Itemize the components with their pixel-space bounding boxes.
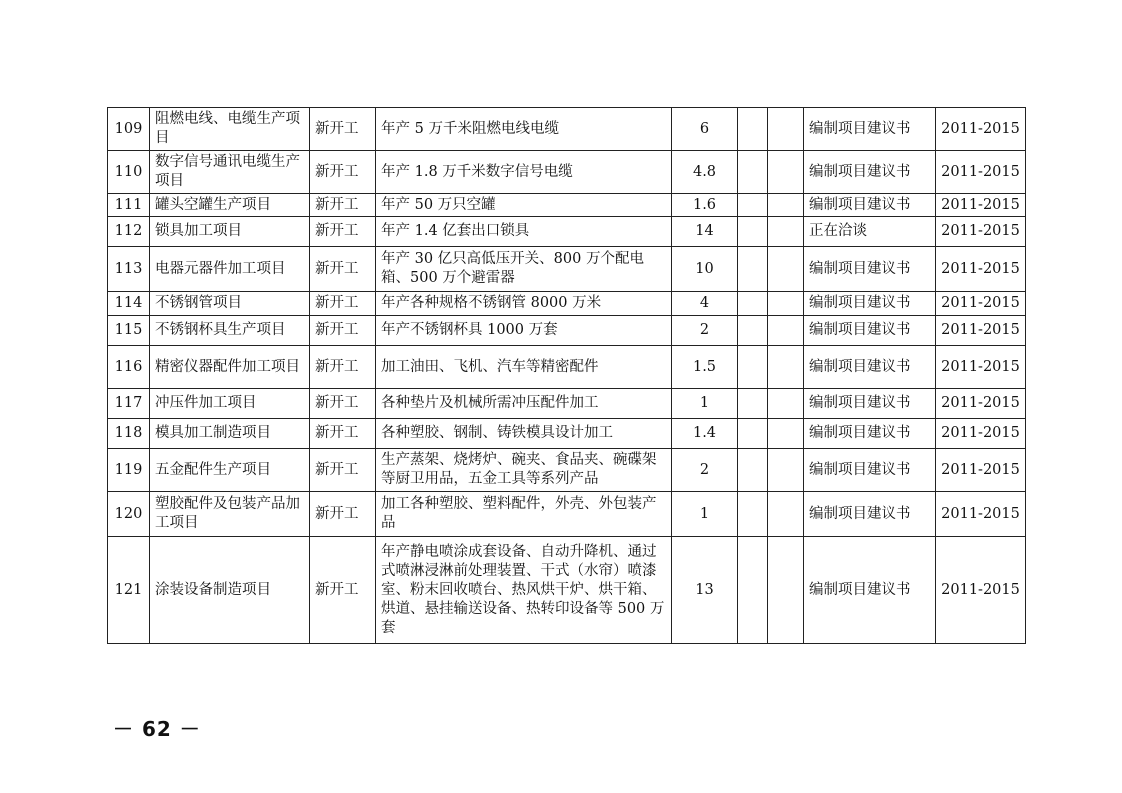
project-progress: 编制项目建议书: [804, 108, 936, 151]
empty-cell: [768, 194, 804, 217]
investment-amount: 6: [672, 108, 738, 151]
empty-cell: [768, 537, 804, 644]
empty-cell: [738, 389, 768, 419]
investment-amount: 13: [672, 537, 738, 644]
construction-period: 2011-2015: [936, 108, 1026, 151]
investment-amount: 1.6: [672, 194, 738, 217]
empty-cell: [738, 151, 768, 194]
empty-cell: [768, 316, 804, 346]
project-progress: 编制项目建议书: [804, 292, 936, 316]
empty-cell: [768, 217, 804, 247]
empty-cell: [738, 108, 768, 151]
project-progress: 编制项目建议书: [804, 419, 936, 449]
table-row: [108, 537, 1026, 644]
investment-amount: 2: [672, 316, 738, 346]
empty-cell: [738, 419, 768, 449]
project-name: 电器元器件加工项目: [150, 247, 310, 292]
project-progress: 编制项目建议书: [804, 316, 936, 346]
empty-cell: [738, 316, 768, 346]
empty-cell: [738, 194, 768, 217]
construction-period: 2011-2015: [936, 217, 1026, 247]
project-name: 塑胶配件及包装产品加工项目: [150, 492, 310, 537]
row-number: 118: [108, 419, 150, 449]
empty-cell: [768, 389, 804, 419]
construction-period: 2011-2015: [936, 292, 1026, 316]
construction-content: 年产各种规格不锈钢管 8000 万米: [376, 292, 672, 316]
construction-period: 2011-2015: [936, 247, 1026, 292]
page-number: － 62 －: [113, 717, 201, 741]
construction-content: 加工油田、飞机、汽车等精密配件: [376, 346, 672, 389]
investment-amount: 4.8: [672, 151, 738, 194]
investment-amount: 4: [672, 292, 738, 316]
construction-period: 2011-2015: [936, 419, 1026, 449]
empty-cell: [768, 492, 804, 537]
construction-period: 2011-2015: [936, 389, 1026, 419]
construction-status: 新开工: [310, 389, 376, 419]
empty-cell: [768, 151, 804, 194]
project-name: 数字信号通讯电缆生产项目: [150, 151, 310, 194]
table-row: [108, 346, 1026, 389]
investment-amount: 2: [672, 449, 738, 492]
construction-content: 年产 50 万只空罐: [376, 194, 672, 217]
construction-status: 新开工: [310, 419, 376, 449]
table-row: [108, 389, 1026, 419]
construction-content: 年产不锈钢杯具 1000 万套: [376, 316, 672, 346]
investment-amount: 14: [672, 217, 738, 247]
empty-cell: [738, 292, 768, 316]
construction-content: 各种垫片及机械所需冲压配件加工: [376, 389, 672, 419]
table-row: [108, 217, 1026, 247]
construction-content: 年产静电喷涂成套设备、自动升降机、通过式喷淋浸淋前处理装置、干式（水帘）喷漆室、粉末回收喷台、热风烘干炉、烘干箱、烘道、悬挂输送设备、热转印设备等 500 万套: [376, 537, 672, 644]
construction-status: 新开工: [310, 292, 376, 316]
investment-amount: 10: [672, 247, 738, 292]
project-name: 涂装设备制造项目: [150, 537, 310, 644]
project-progress: 编制项目建议书: [804, 492, 936, 537]
construction-status: 新开工: [310, 108, 376, 151]
construction-period: 2011-2015: [936, 346, 1026, 389]
row-number: 120: [108, 492, 150, 537]
construction-period: 2011-2015: [936, 316, 1026, 346]
empty-cell: [768, 247, 804, 292]
project-progress: 编制项目建议书: [804, 346, 936, 389]
investment-amount: 1.4: [672, 419, 738, 449]
empty-cell: [768, 108, 804, 151]
empty-cell: [738, 346, 768, 389]
construction-status: 新开工: [310, 247, 376, 292]
table-row: [108, 292, 1026, 316]
construction-period: 2011-2015: [936, 151, 1026, 194]
row-number: 121: [108, 537, 150, 644]
construction-period: 2011-2015: [936, 194, 1026, 217]
row-number: 116: [108, 346, 150, 389]
empty-cell: [768, 449, 804, 492]
project-progress: 编制项目建议书: [804, 389, 936, 419]
project-name: 阻燃电线、电缆生产项目: [150, 108, 310, 151]
project-name: 不锈钢杯具生产项目: [150, 316, 310, 346]
construction-content: 生产蒸架、烧烤炉、碗夹、食品夹、碗碟架等厨卫用品，五金工具等系列产品: [376, 449, 672, 492]
project-name: 不锈钢管项目: [150, 292, 310, 316]
construction-status: 新开工: [310, 217, 376, 247]
investment-amount: 1.5: [672, 346, 738, 389]
construction-content: 年产 30 亿只高低压开关、800 万个配电箱、500 万个避雷器: [376, 247, 672, 292]
empty-cell: [768, 292, 804, 316]
construction-period: 2011-2015: [936, 537, 1026, 644]
project-progress: 编制项目建议书: [804, 151, 936, 194]
project-progress: 编制项目建议书: [804, 194, 936, 217]
empty-cell: [768, 346, 804, 389]
empty-cell: [738, 449, 768, 492]
construction-status: 新开工: [310, 537, 376, 644]
empty-cell: [768, 419, 804, 449]
row-number: 109: [108, 108, 150, 151]
row-number: 112: [108, 217, 150, 247]
construction-status: 新开工: [310, 346, 376, 389]
table-row: [108, 316, 1026, 346]
project-progress: 编制项目建议书: [804, 247, 936, 292]
table-row: [108, 108, 1026, 151]
construction-period: 2011-2015: [936, 492, 1026, 537]
project-table: [107, 107, 1026, 644]
empty-cell: [738, 217, 768, 247]
project-progress: 编制项目建议书: [804, 537, 936, 644]
construction-status: 新开工: [310, 194, 376, 217]
construction-content: 各种塑胶、钢制、铸铁模具设计加工: [376, 419, 672, 449]
investment-amount: 1: [672, 389, 738, 419]
table-body: [108, 108, 1026, 644]
project-name: 罐头空罐生产项目: [150, 194, 310, 217]
row-number: 114: [108, 292, 150, 316]
empty-cell: [738, 537, 768, 644]
project-name: 精密仪器配件加工项目: [150, 346, 310, 389]
row-number: 113: [108, 247, 150, 292]
construction-period: 2011-2015: [936, 449, 1026, 492]
construction-content: 年产 1.4 亿套出口锁具: [376, 217, 672, 247]
row-number: 110: [108, 151, 150, 194]
row-number: 119: [108, 449, 150, 492]
project-name: 模具加工制造项目: [150, 419, 310, 449]
table-row: [108, 194, 1026, 217]
table-row: [108, 419, 1026, 449]
empty-cell: [738, 492, 768, 537]
project-name: 冲压件加工项目: [150, 389, 310, 419]
construction-status: 新开工: [310, 449, 376, 492]
table-row: [108, 492, 1026, 537]
table-row: [108, 151, 1026, 194]
construction-status: 新开工: [310, 316, 376, 346]
table-row: [108, 247, 1026, 292]
row-number: 111: [108, 194, 150, 217]
construction-content: 年产 5 万千米阻燃电线电缆: [376, 108, 672, 151]
construction-content: 加工各种塑胶、塑料配件，外壳、外包装产品: [376, 492, 672, 537]
project-name: 锁具加工项目: [150, 217, 310, 247]
construction-status: 新开工: [310, 151, 376, 194]
project-name: 五金配件生产项目: [150, 449, 310, 492]
empty-cell: [738, 247, 768, 292]
project-progress: 正在洽谈: [804, 217, 936, 247]
row-number: 117: [108, 389, 150, 419]
construction-status: 新开工: [310, 492, 376, 537]
table-row: [108, 449, 1026, 492]
construction-content: 年产 1.8 万千米数字信号电缆: [376, 151, 672, 194]
project-progress: 编制项目建议书: [804, 449, 936, 492]
row-number: 115: [108, 316, 150, 346]
investment-amount: 1: [672, 492, 738, 537]
